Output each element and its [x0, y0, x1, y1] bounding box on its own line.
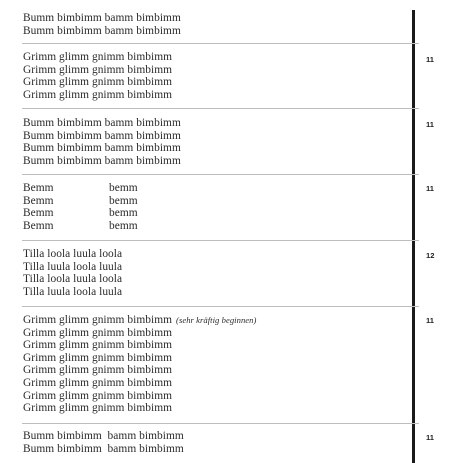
performance-note: (sehr kräftig beginnen) [176, 315, 257, 325]
first-line-text: Grimm glimm gnimm bimbimm [23, 314, 173, 326]
section-0 [23, 12, 403, 37]
section-number: 11 [426, 55, 435, 64]
section-number: 11 [426, 316, 435, 325]
text-line [23, 182, 403, 195]
section-number: 11 [426, 120, 435, 129]
text-line: Tilla loola luula loola [23, 248, 123, 260]
section-6 [23, 430, 403, 455]
section-number: 11 [426, 433, 435, 442]
pair-left: Bemm [23, 207, 54, 220]
text-line [23, 195, 403, 208]
pair-right: bemm [109, 182, 138, 194]
text-line [23, 220, 403, 233]
text-line: Grimm glimm gnimm bimbimm [23, 76, 173, 89]
section-divider [22, 108, 419, 109]
section-1 [23, 51, 403, 101]
text-line: Grimm glimm gnimm bimbimm [23, 88, 173, 101]
text-line: Bumm bimbimm bamm bimbimm [23, 154, 181, 167]
section-divider [22, 43, 419, 44]
text-line [23, 314, 403, 327]
text-line: Grimm glimm gnimm bimbimm [23, 339, 173, 352]
text-line: Tilla luula loola luula [23, 260, 123, 273]
section-2 [23, 117, 403, 167]
section-divider [22, 423, 419, 424]
section-5 [23, 314, 403, 415]
section-number: 12 [426, 251, 435, 260]
pair-right: bemm [109, 194, 138, 207]
text-line: Grimm glimm gnimm bimbimm [23, 376, 173, 389]
text-line: Tilla luula loola luula [23, 285, 123, 298]
section-3 [23, 182, 403, 232]
text-line: Bumm bimbimm bamm bimbimm [23, 24, 181, 37]
text-line: Bumm bimbimm bamm bimbimm [23, 117, 181, 129]
text-line: Bumm bimbimm bamm bimbimm [23, 12, 181, 24]
text-line: Grimm glimm gnimm bimbimm [23, 351, 173, 364]
text-line: Bumm bimbimm bamm bimbimm [23, 442, 184, 455]
text-line: Grimm glimm gnimm bimbimm [23, 51, 173, 63]
pair-right: bemm [109, 207, 138, 220]
text-line: Grimm glimm gnimm bimbimm [23, 326, 173, 339]
text-line: Grimm glimm gnimm bimbimm [23, 63, 173, 76]
pair-left: Bemm [23, 219, 54, 232]
pair-left: Bemm [23, 194, 54, 207]
section-4 [23, 248, 403, 298]
section-number: 11 [426, 184, 435, 193]
section-divider [22, 240, 419, 241]
pair-right: bemm [109, 219, 138, 232]
text-line: Bumm bimbimm bamm bimbimm [23, 142, 181, 155]
text-line: Bumm bimbimm bamm bimbimm [23, 430, 184, 442]
text-line: Grimm glimm gnimm bimbimm [23, 389, 173, 402]
text-line: Grimm glimm gnimm bimbimm [23, 402, 173, 415]
pair-left: Bemm [23, 182, 54, 194]
text-line: Bumm bimbimm bamm bimbimm [23, 129, 181, 142]
text-line: Grimm glimm gnimm bimbimm [23, 364, 173, 377]
text-line [23, 207, 403, 220]
vertical-rule [412, 10, 415, 463]
text-line: Tilla loola luula loola [23, 273, 123, 286]
section-divider [22, 174, 419, 175]
section-divider [22, 306, 419, 307]
